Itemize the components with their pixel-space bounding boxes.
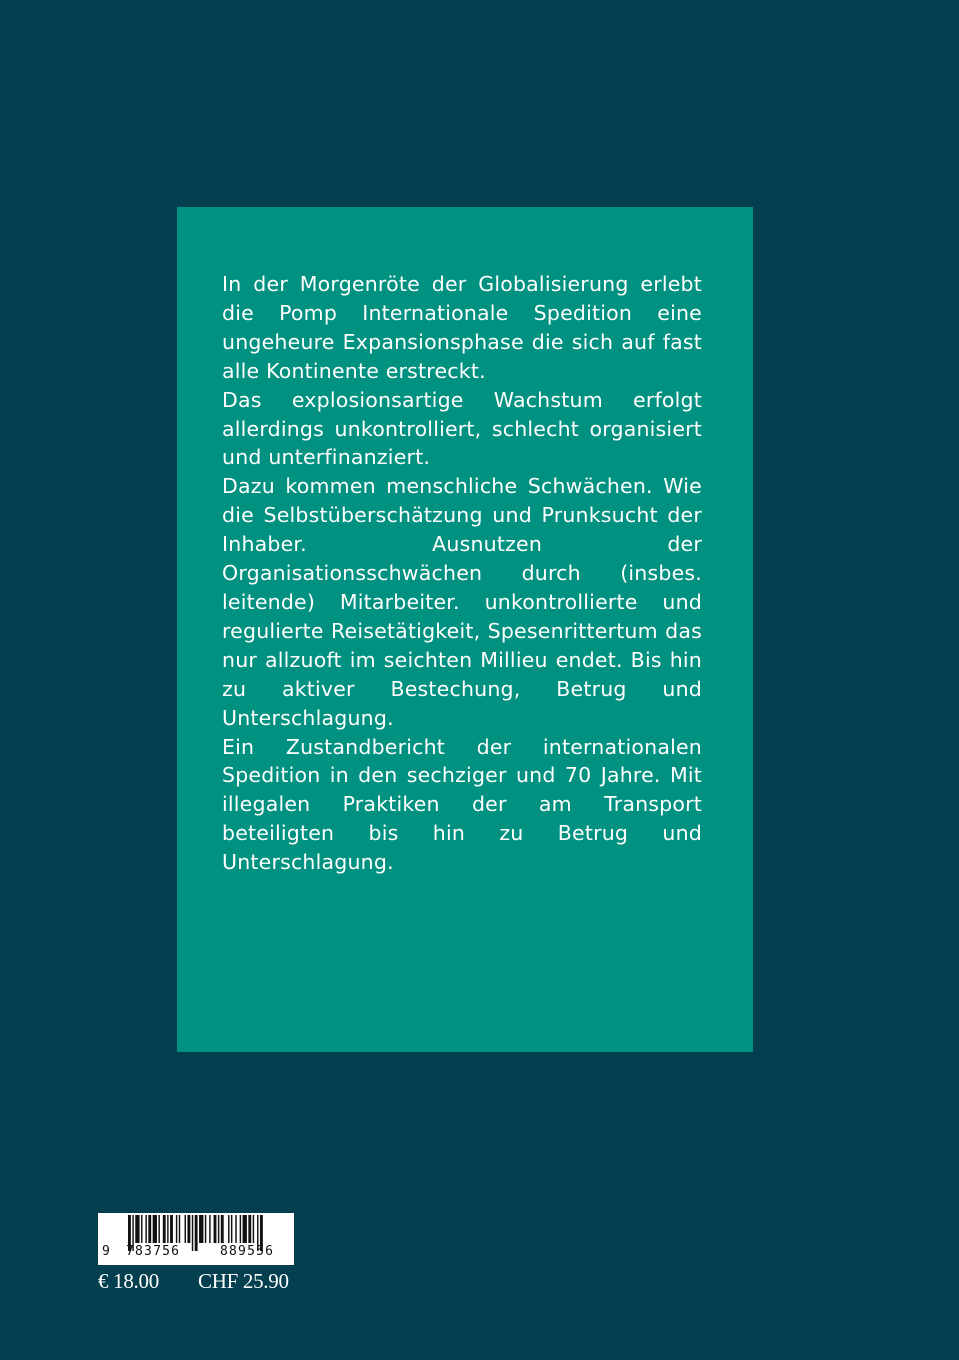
barcode-bar <box>209 1215 210 1243</box>
price-eur: € 18.00 <box>98 1269 159 1293</box>
blurb-paragraph-3: Dazu kommen menschliche Schwächen. Wie die Selbstüberschätzung und Prunksucht der Inhaber. Ausnutzen der Organisationsschwächen durch (insbes. leitende) Mitarbeiter. unkontrollierte und regulierte Reisetätigkeit, Spesenrittertum das nur allzuoft im seichten Millieu endet. Bis hin zu aktiver Bestechung, Betrug und Unterschlagung. <box>222 474 702 730</box>
barcode-left-group: 783756 <box>126 1244 181 1259</box>
blurb-text <box>222 270 702 877</box>
barcode-bar <box>163 1215 166 1243</box>
barcode-bar <box>243 1215 247 1243</box>
barcode-bar <box>167 1215 168 1243</box>
barcode-bar <box>248 1215 251 1243</box>
price-chf: CHF 25.90 <box>198 1269 289 1293</box>
barcode-bar <box>221 1215 224 1243</box>
isbn-barcode <box>98 1213 294 1265</box>
blurb-panel <box>177 207 753 1052</box>
barcode-bar <box>145 1215 146 1243</box>
barcode-bar <box>228 1215 229 1243</box>
barcode-bar <box>253 1215 254 1243</box>
blurb-paragraph-4: Ein Zustandbericht der internationalen Spedition in den sechziger und 70 Jahre. Mit illegalen Praktiken der am Transport beteiligten bis hin zu Betrug und Unterschlagung. <box>222 734 702 875</box>
barcode-bar <box>235 1215 236 1243</box>
barcode-bar <box>185 1215 186 1243</box>
barcode-bar <box>205 1215 206 1243</box>
barcode-right-group: 889556 <box>220 1244 275 1259</box>
barcode-bar <box>170 1215 173 1243</box>
barcode-bar <box>187 1215 190 1243</box>
barcode-bar <box>231 1215 232 1243</box>
barcode-bar <box>141 1215 142 1243</box>
blurb-paragraph-1: In der Morgenröte der Globalisierung erlebt die Pomp Internationale Spedition eine ungeheure Expansionsphase die sich auf fast alle Kontinente erstreckt. <box>222 272 702 383</box>
barcode-digits <box>98 1243 294 1263</box>
blurb-paragraph-2: Das explosionsartige Wachstum erfolgt allerdings unkontrolliert, schlecht organisiert und unterfinanziert. <box>222 387 702 470</box>
barcode-bar <box>179 1215 180 1243</box>
barcode-lead-digit: 9 <box>102 1244 112 1259</box>
barcode-bar <box>158 1215 159 1243</box>
barcode-bar <box>148 1215 151 1243</box>
barcode-bar <box>176 1215 177 1243</box>
barcode-bar <box>214 1215 217 1243</box>
barcode-bar <box>153 1215 157 1243</box>
barcode-bar <box>135 1215 139 1243</box>
barcode-bar <box>199 1215 203 1243</box>
barcode-bar <box>218 1215 219 1243</box>
barcode-bar <box>240 1215 241 1243</box>
